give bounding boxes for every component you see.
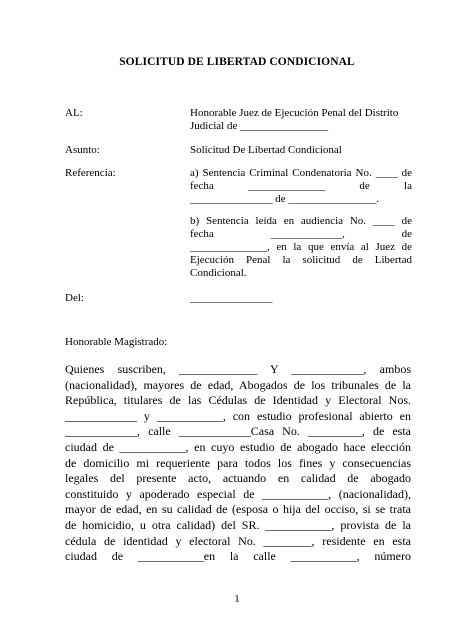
body-line: ciudad de ___________, en cuyo estudio de abogado hace elección — [65, 439, 411, 454]
referencia-b-line: Ejecución Penal la solicitud de Libertad — [190, 254, 412, 266]
body-paragraph — [65, 362, 411, 565]
body-line: (nacionalidad), mayores de edad, Abogados de los tribunales de la — [65, 377, 411, 392]
referencia-a-line: _______________ de ________________. — [190, 193, 380, 205]
document-title: SOLICITUD DE LIBERTAD CONDICIONAL — [119, 56, 355, 68]
del-value: _______________ — [190, 292, 273, 304]
referencia-b-line: ______________, en la que envía al Juez de — [190, 241, 412, 253]
body-line: Quienes suscriben, _____________ Y ____________, ambos — [65, 362, 411, 376]
referencia-b-line: fecha _____________, de — [190, 228, 412, 240]
al-line: Honorable Juez de Ejecución Penal del Distrito — [190, 107, 399, 119]
body-line: de domicilio mi requeriente para todos los fines y consecuencias — [65, 455, 411, 470]
body-line: de homicidio, u otra calidad) del SR. ___________, provista de la — [65, 517, 411, 532]
al-label: AL: — [65, 107, 83, 119]
referencia-a-line: a) Sentencia Criminal Condenatoria No. ____ de — [190, 167, 412, 179]
referencia-label: Referencia: — [65, 167, 116, 179]
referencia-b-line: b) Sentencia leída en audiencia No. ____ de — [190, 215, 412, 227]
body-line: República, titulares de las Cédulas de Identidad y Electoral Nos. — [65, 393, 411, 408]
al-line: Judicial de ________________ — [190, 120, 329, 132]
body-line: ____________ y ___________, con estudio profesional abierto en — [65, 408, 411, 423]
greeting: Honorable Magistrado: — [65, 336, 168, 348]
referencia-a-line: fecha ______________ de la — [190, 180, 412, 192]
body-line: constituido y apoderado especial de ___________, (nacionalidad), — [65, 486, 411, 501]
referencia-b — [190, 215, 412, 280]
del-label: Del: — [65, 292, 84, 304]
page-number: 1 — [234, 593, 240, 605]
body-line: cédula de identidad y electoral No. ________, residente en esta — [65, 533, 411, 548]
body-line: mayor de edad, en su calidad de (esposa o hija del occiso, si se trata — [65, 502, 411, 517]
referencia-a — [190, 167, 412, 206]
body-line: ____________, calle ____________Casa No. _________, de esta — [65, 424, 411, 439]
body-line: legales del presente acto, actuando en calidad de abogado — [65, 471, 411, 486]
asunto-label: Asunto: — [65, 144, 100, 156]
referencia-b-line: Condicional. — [190, 267, 247, 279]
al-value — [190, 107, 412, 133]
asunto-value: Solicitud De Libertad Condicional — [190, 144, 342, 156]
body-line: ciudad de ___________en la calle ___________, número — [65, 549, 411, 564]
